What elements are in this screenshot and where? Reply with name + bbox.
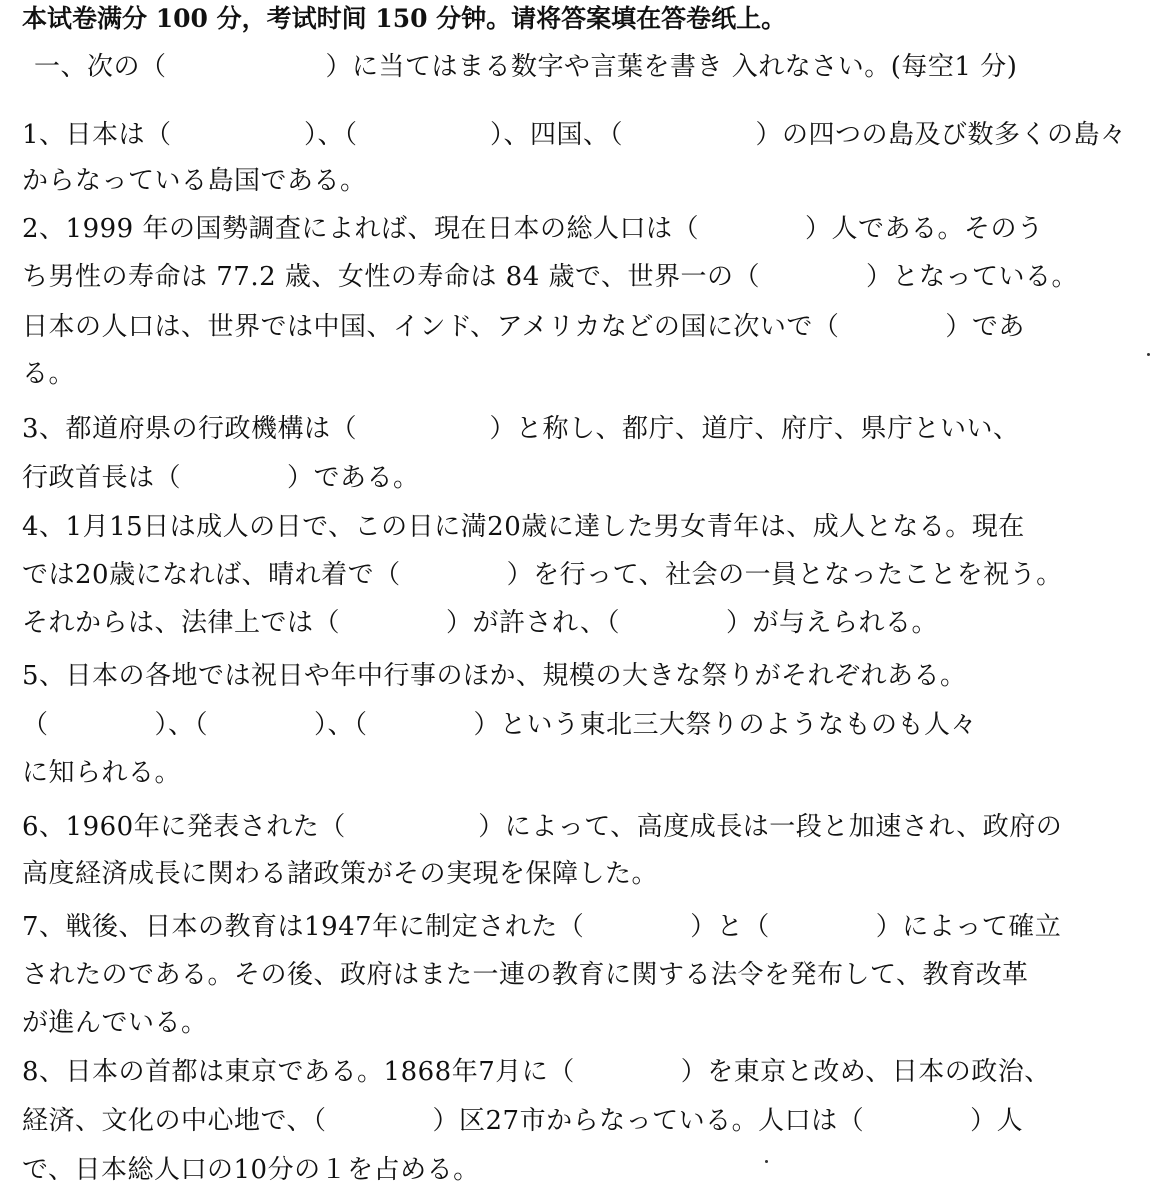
question-6-line-2: 高度経済成長に関わる諸政策がその実現を保障した。 xyxy=(22,859,659,889)
question-5-line-1: 5、日本の各地では祝日や年中行事のほか、規模の大きな祭りがそれぞれある。 xyxy=(22,661,967,691)
question-8-line-1: 8、日本の首都は東京である。1868年7月に（ ）を東京と改め、日本の政治、 xyxy=(22,1057,1051,1087)
question-7-line-3: が進んでいる。 xyxy=(22,1008,208,1038)
question-2-line-3: 日本の人口は、世界では中国、インド、アメリカなどの国に次いで（ ）であ xyxy=(22,312,1025,342)
exam-header: 本试卷满分 100 分，考试时间 150 分钟。请将答案填在答卷纸上。 xyxy=(22,4,787,33)
question-1-line-1: 1、日本は（ ）、（ ）、四国、（ ）の四つの島及び数多くの島々 xyxy=(22,120,1127,150)
question-4-line-2: では20歳になれば、晴れ着で（ ）を行って、社会の一員となったことを祝う。 xyxy=(22,560,1063,590)
question-3-line-1: 3、都道府県の行政機構は（ ）と称し、都庁、道庁、府庁、県庁といい、 xyxy=(22,414,1020,444)
question-7-line-1: 7、戦後、日本の教育は1947年に制定された（ ）と（ ）によって確立 xyxy=(22,912,1062,942)
question-4-line-1: 4、1月15日は成人の日で、この日に満20歳に達した男女青年は、成人となる。現在 xyxy=(22,512,1025,542)
question-3-line-2: 行政首長は（ ）である。 xyxy=(22,463,420,493)
question-6-line-1: 6、1960年に発表された（ ）によって、高度成長は一段と加速され、政府の xyxy=(22,812,1063,842)
scan-speck xyxy=(765,1160,768,1163)
question-2-line-1: 2、1999 年の国勢調査によれば、現在日本の総人口は（ ）人である。そのう xyxy=(22,214,1044,244)
question-5-line-2: （ ）、（ ）、（ ）という東北三大祭りのようなものも人々 xyxy=(22,710,978,740)
question-8-line-2: 経済、文化の中心地で、（ ）区27市からなっている。人口は（ ）人 xyxy=(22,1106,1024,1136)
question-8-line-3: で、日本総人口の10分の１を占める。 xyxy=(22,1155,480,1185)
question-5-line-3: に知られる。 xyxy=(22,758,182,788)
question-4-line-3: それからは、法律上では（ ）が許され、（ ）が与えられる。 xyxy=(22,608,939,638)
section-title: 一、次の（ ）に当てはまる数字や言葉を書き 入れなさい。(每空1 分) xyxy=(34,52,1018,82)
question-2-line-2: ち男性の寿命は 77.2 歳、女性の寿命は 84 歳で、世界一の（ ）となっている。 xyxy=(22,262,1079,292)
question-2-line-4: る。 xyxy=(22,359,76,389)
question-7-line-2: されたのである。その後、政府はまた一連の教育に関する法令を発布して、教育改革 xyxy=(22,960,1029,990)
scan-speck xyxy=(1147,353,1150,356)
question-1-line-2: からなっている島国である。 xyxy=(22,166,367,196)
